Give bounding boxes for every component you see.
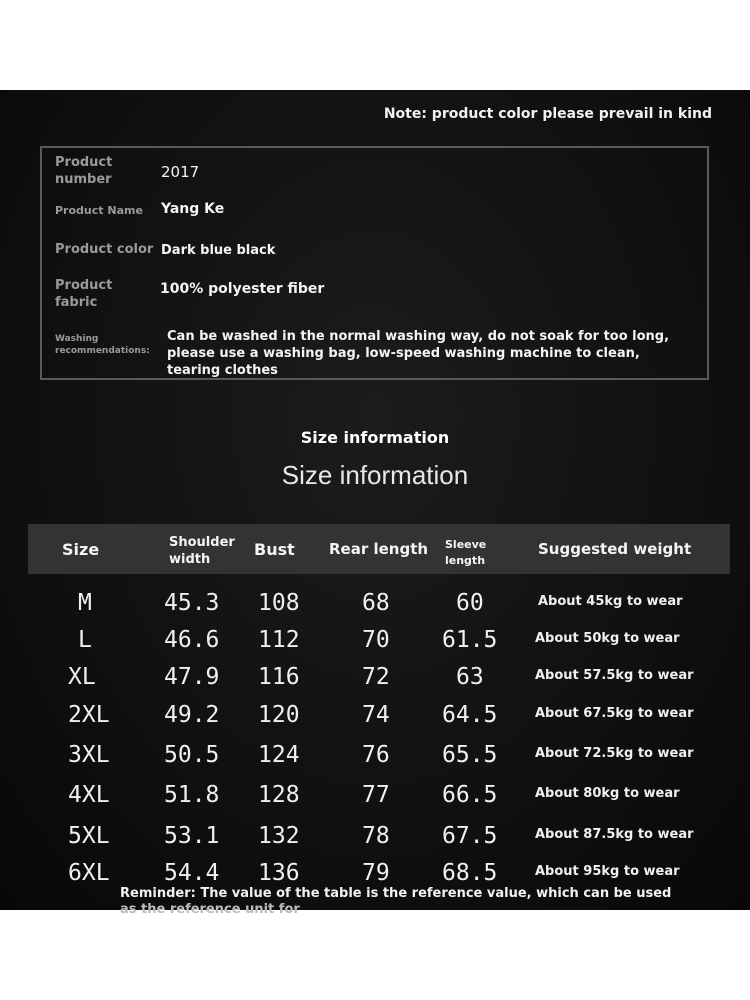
table-row bbox=[0, 736, 750, 772]
product-info-box bbox=[40, 146, 709, 380]
cell-sleeve: 60 bbox=[456, 590, 484, 616]
cell-weight: About 57.5kg to wear bbox=[535, 668, 694, 683]
header-size: Size bbox=[62, 540, 100, 559]
cell-sleeve: 65.5 bbox=[442, 742, 498, 768]
product-number-label: Product number bbox=[55, 155, 113, 187]
table-row bbox=[0, 854, 750, 890]
product-name-label: Product Name bbox=[55, 204, 143, 217]
cell-bust: 112 bbox=[258, 627, 300, 653]
reminder-continuation: as the reference unit for bbox=[120, 902, 300, 917]
table-row bbox=[0, 696, 750, 732]
cell-rear-length: 70 bbox=[362, 627, 390, 653]
cell-bust: 120 bbox=[258, 702, 300, 728]
size-info-heading-bold: Size information bbox=[300, 428, 450, 447]
cell-shoulder: 51.8 bbox=[164, 782, 220, 808]
cell-sleeve: 64.5 bbox=[442, 702, 498, 728]
cell-size: 4XL bbox=[68, 782, 110, 808]
table-row bbox=[0, 776, 750, 812]
cell-bust: 108 bbox=[258, 590, 300, 616]
cell-rear-length: 79 bbox=[362, 860, 390, 886]
cell-rear-length: 76 bbox=[362, 742, 390, 768]
cell-weight: About 87.5kg to wear bbox=[535, 827, 694, 842]
cell-rear-length: 72 bbox=[362, 664, 390, 690]
product-fabric-value: 100% polyester fiber bbox=[160, 281, 325, 297]
cell-size: 2XL bbox=[68, 702, 110, 728]
cell-sleeve: 67.5 bbox=[442, 823, 498, 849]
cell-sleeve: 63 bbox=[456, 664, 484, 690]
header-sleeve-length: Sleeve length bbox=[445, 538, 487, 567]
cell-weight: About 72.5kg to wear bbox=[535, 746, 694, 761]
cell-size: M bbox=[78, 590, 92, 616]
size-info-heading-light: Size information bbox=[281, 460, 469, 490]
cell-size: L bbox=[78, 627, 92, 653]
size-chart-panel bbox=[0, 90, 750, 917]
cell-bust: 132 bbox=[258, 823, 300, 849]
cell-sleeve: 68.5 bbox=[442, 860, 498, 886]
table-row bbox=[0, 658, 750, 694]
cell-weight: About 80kg to wear bbox=[535, 786, 680, 801]
cell-weight: About 50kg to wear bbox=[535, 631, 680, 646]
size-table-header bbox=[28, 524, 730, 574]
cell-rear-length: 74 bbox=[362, 702, 390, 728]
cell-shoulder: 49.2 bbox=[164, 702, 220, 728]
product-number-value: 2017 bbox=[161, 163, 200, 181]
header-shoulder-width: Shoulder width bbox=[169, 535, 235, 567]
cell-size: 6XL bbox=[68, 860, 110, 886]
cell-shoulder: 54.4 bbox=[164, 860, 220, 886]
reminder-text: Reminder: The value of the table is the reference value, which can be used bbox=[120, 886, 672, 901]
cell-sleeve: 66.5 bbox=[442, 782, 498, 808]
product-color-label: Product color bbox=[55, 242, 154, 257]
cell-bust: 116 bbox=[258, 664, 300, 690]
cell-shoulder: 45.3 bbox=[164, 590, 220, 616]
cell-size: 3XL bbox=[68, 742, 110, 768]
table-row bbox=[0, 584, 750, 620]
cell-weight: About 95kg to wear bbox=[535, 864, 680, 879]
cell-weight: About 67.5kg to wear bbox=[535, 706, 694, 721]
cell-weight: About 45kg to wear bbox=[538, 594, 683, 609]
product-name-value: Yang Ke bbox=[161, 201, 225, 217]
cell-size: XL bbox=[68, 664, 96, 690]
header-suggested-weight: Suggested weight bbox=[538, 540, 692, 558]
cell-bust: 124 bbox=[258, 742, 300, 768]
table-row bbox=[0, 817, 750, 853]
table-row bbox=[0, 621, 750, 657]
product-color-value: Dark blue black bbox=[161, 243, 276, 258]
cell-size: 5XL bbox=[68, 823, 110, 849]
cell-shoulder: 46.6 bbox=[164, 627, 220, 653]
cell-rear-length: 68 bbox=[362, 590, 390, 616]
cell-bust: 128 bbox=[258, 782, 300, 808]
washing-label: Washing recommendations: bbox=[55, 334, 150, 356]
washing-value: Can be washed in the normal washing way, do not soak for too long, please use a washing bag, low-speed washing machine to clean, tearing clothes bbox=[167, 329, 670, 378]
header-rear-length: Rear length bbox=[329, 540, 429, 558]
header-bust: Bust bbox=[254, 540, 295, 559]
color-note: Note: product color please prevail in kind bbox=[383, 106, 712, 122]
cell-sleeve: 61.5 bbox=[442, 627, 498, 653]
product-fabric-label: Product fabric bbox=[55, 278, 113, 310]
cell-rear-length: 78 bbox=[362, 823, 390, 849]
cell-shoulder: 50.5 bbox=[164, 742, 220, 768]
cell-rear-length: 77 bbox=[362, 782, 390, 808]
cell-shoulder: 53.1 bbox=[164, 823, 220, 849]
cell-shoulder: 47.9 bbox=[164, 664, 220, 690]
cell-bust: 136 bbox=[258, 860, 300, 886]
